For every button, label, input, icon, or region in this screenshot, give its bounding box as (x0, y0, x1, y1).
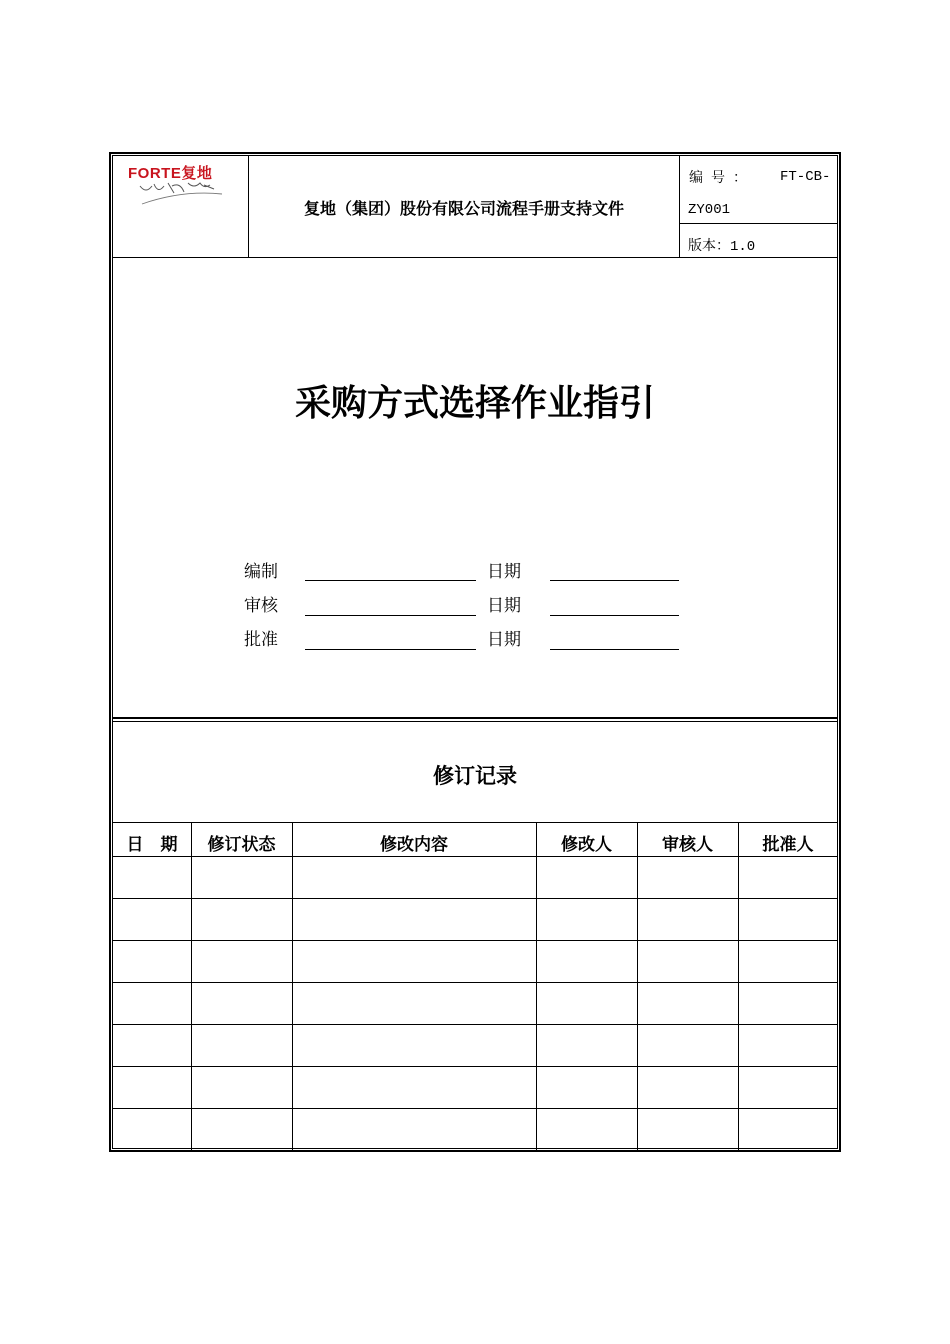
table-cell (191, 1067, 292, 1109)
signature-date-line-review (550, 615, 679, 616)
doc-number-value-line1: FT-CB- (780, 169, 831, 185)
header-divider-left (248, 156, 249, 257)
table-cell (292, 1109, 536, 1151)
table-cell (292, 941, 536, 983)
table-cell (637, 1025, 738, 1067)
table-cell (536, 857, 637, 899)
header-divider-version (680, 223, 838, 224)
signature-line-approve (305, 649, 476, 650)
table-cell (113, 857, 191, 899)
revision-table-top-line (113, 822, 838, 823)
company-title: 复地（集团）股份有限公司流程手册支持文件 (303, 199, 624, 218)
document-title: 采购方式选择作业指引 (294, 382, 655, 424)
header-bottom-line (113, 257, 838, 258)
table-cell (191, 1025, 292, 1067)
table-cell (113, 1109, 191, 1151)
table-cell (292, 857, 536, 899)
table-cell (738, 983, 838, 1025)
version-field (688, 235, 755, 255)
table-cell (637, 1109, 738, 1151)
table-cell (191, 1109, 292, 1151)
table-cell (738, 1067, 838, 1109)
table-cell (738, 899, 838, 941)
table-cell (191, 857, 292, 899)
signature-role-review: 审核 (244, 596, 278, 616)
signature-date-label-review: 日期 (487, 596, 521, 616)
column-header-date: 日 期 (126, 835, 178, 855)
revision-record-title: 修订记录 (433, 763, 517, 788)
signature-line-review (305, 615, 476, 616)
table-cell (292, 899, 536, 941)
table-cell (191, 983, 292, 1025)
signature-date-line-compile (550, 580, 679, 581)
table-cell (536, 1109, 637, 1151)
table-cell (191, 899, 292, 941)
column-header-modifier: 修改人 (561, 835, 612, 855)
section-separator-top (113, 717, 838, 719)
signature-role-approve: 批准 (244, 630, 278, 650)
column-header-approver: 批准人 (762, 835, 814, 855)
table-cell (637, 1067, 738, 1109)
table-cell (738, 1025, 838, 1067)
company-logo (128, 160, 238, 216)
table-cell (292, 1025, 536, 1067)
signature-role-compile: 编制 (244, 562, 278, 582)
table-cell (536, 941, 637, 983)
table-cell (738, 941, 838, 983)
table-cell (637, 941, 738, 983)
table-cell (536, 899, 637, 941)
table-cell (536, 1025, 637, 1067)
table-cell (113, 983, 191, 1025)
doc-number-label: 编号： (689, 170, 755, 186)
logo-brand-text: FORTE复地 (128, 165, 213, 182)
version-label: 版本： (688, 238, 730, 254)
signature-date-label-approve: 日期 (487, 630, 521, 650)
signature-date-label-compile: 日期 (487, 562, 521, 582)
table-cell (637, 983, 738, 1025)
section-separator-bottom (113, 721, 838, 722)
table-cell (113, 1025, 191, 1067)
logo-slogan-signature (138, 180, 228, 210)
table-cell (113, 899, 191, 941)
table-cell (637, 857, 738, 899)
table-cell (536, 1067, 637, 1109)
table-cell (113, 941, 191, 983)
table-cell (738, 1109, 838, 1151)
table-cell (191, 941, 292, 983)
table-cell (637, 899, 738, 941)
table-cell (738, 857, 838, 899)
column-header-changes: 修改内容 (380, 835, 448, 855)
column-header-revision-status: 修订状态 (207, 835, 276, 855)
table-cell (113, 1067, 191, 1109)
signature-date-line-approve (550, 649, 679, 650)
signature-line-compile (305, 580, 476, 581)
table-cell (292, 983, 536, 1025)
column-header-reviewer: 审核人 (662, 835, 713, 855)
table-cell (536, 983, 637, 1025)
header-divider-right (679, 156, 680, 257)
version-value: 1.0 (730, 239, 756, 255)
table-cell (292, 1067, 536, 1109)
doc-number-value-line2: ZY001 (688, 202, 731, 218)
